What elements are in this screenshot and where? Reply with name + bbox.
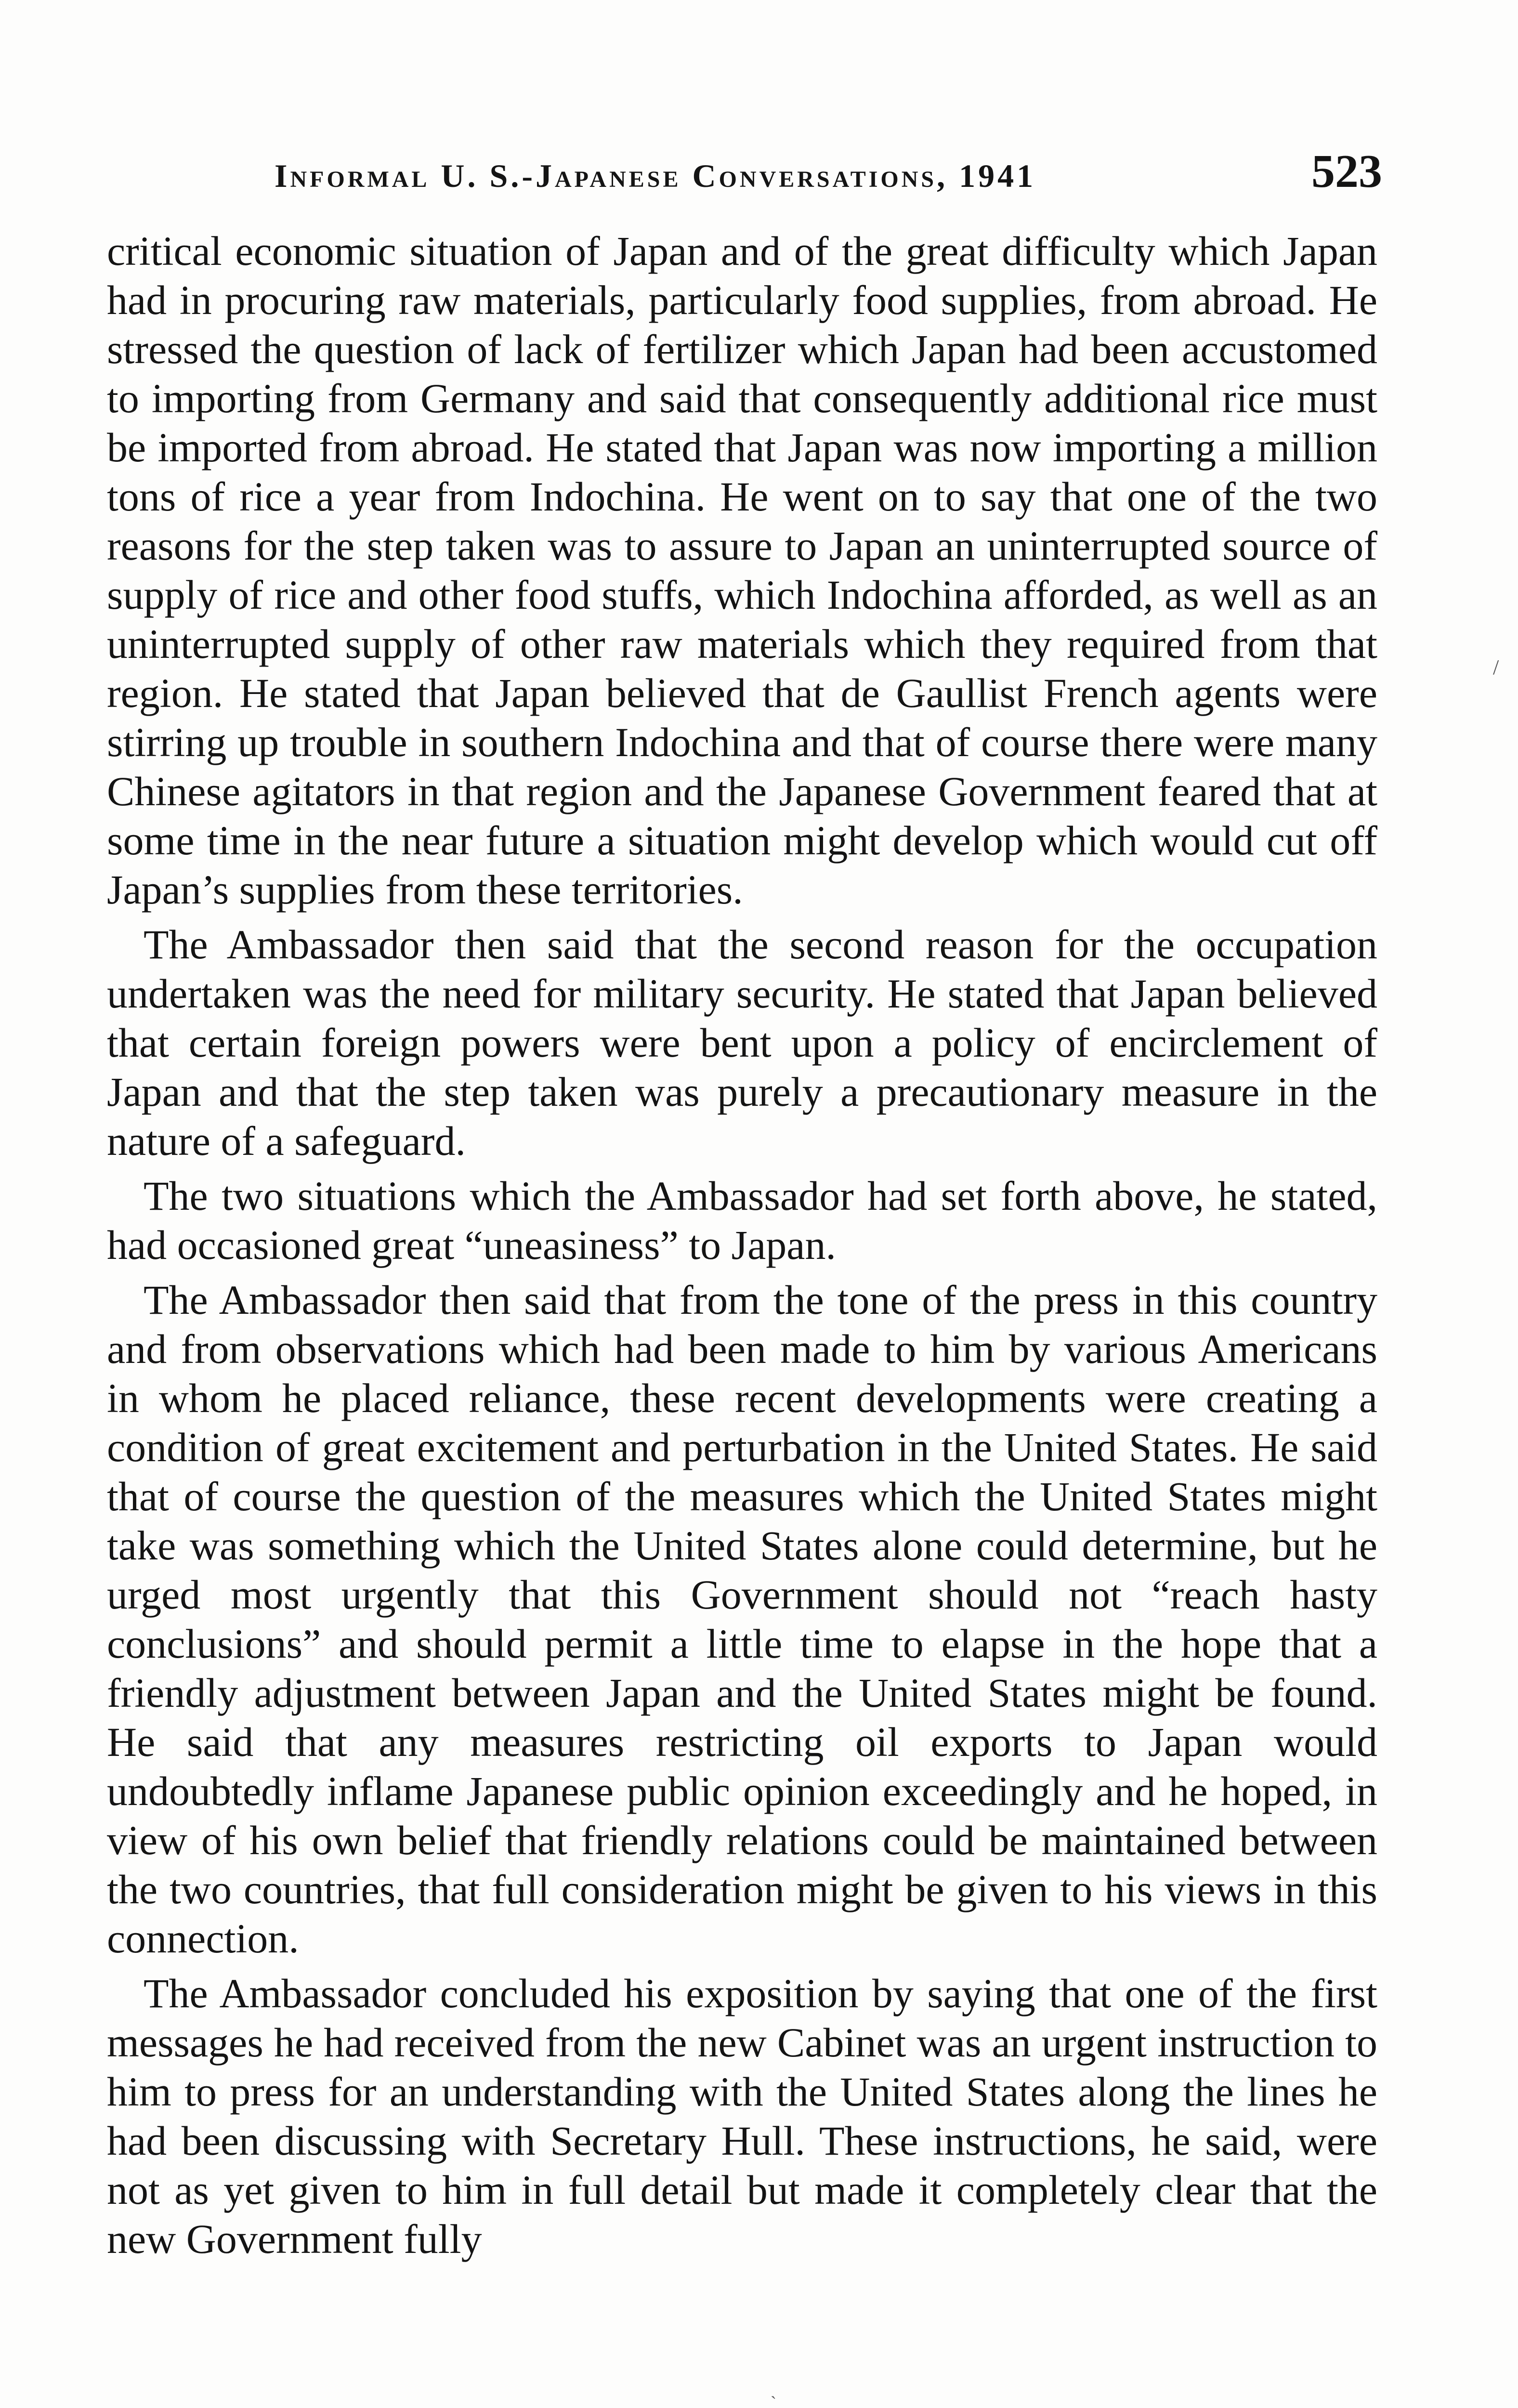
body-text <box>107 226 1377 2269</box>
running-header-title: Informal U. S.-Japanese Conversations, 1941 <box>275 157 1036 194</box>
paragraph-press-and-oil: The Ambassador then said that from the tone of the press in this country and from observations which had been made to him by various Americans in whom he placed reliance, these recent developments were creating a condition of great excitement and perturbation in the United States. He said that of course the question of the measures which the United States might take was something which the United States alone could determine, but he urged most urgently that this Government should not “reach hasty conclusions” and should permit a little time to elapse in the hope that a friendly adjustment between Japan and the United States might be found. He said that any measures restricting oil exports to Japan would undoubtedly inflame Japanese public opinion exceedingly and he hoped, in view of his own belief that friendly relations could be maintained between the two countries, that full consideration might be given to his views in this connection. <box>107 1277 1377 1962</box>
paragraph-new-cabinet: The Ambassador concluded his exposition by saying that one of the first messages he had received from the new Cabinet was an urgent instruction to him to press for an understanding with the United States along the lines he had been discussing with Secretary Hull. These instructions, he said, were not as yet given to him in full detail but made it completely clear that the new Government fully <box>107 1970 1377 2262</box>
scan-speck: ˎ <box>771 2380 776 2399</box>
margin-mark: / <box>1493 655 1499 679</box>
paragraph-second-reason: The Ambassador then said that the second reason for the occupation undertaken was the need for military security. He stated that Japan believed that certain foreign powers were bent upon a policy of encirclement of Japan and that the step taken was purely a precautionary measure in the nature of a safeguard. <box>107 921 1377 1164</box>
running-header <box>275 144 1382 207</box>
paragraph-continued: critical economic situation of Japan and of the great difficulty which Japan had in procuring raw materials, particularly food supplies, from abroad. He stressed the question of lack of fertilizer which Japan had been accustomed to importing from Germany and said that consequently additional rice must be imported from abroad. He stated that Japan was now importing a million tons of rice a year from Indochina. He went on to say that one of the two reasons for the step taken was to assure to Japan an uninterrupted source of supply of rice and other food stuffs, which Indochina afforded, as well as an uninterrupted supply of other raw materials which they required from that region. He stated that Japan believed that de Gaullist French agents were stirring up trouble in southern Indochina and that of course there were many Chinese agitators in that region and the Japanese Government feared that at some time in the near future a situation might develop which would cut off Japan’s supplies from these territories. <box>107 228 1377 913</box>
paragraph-uneasiness: The two situations which the Ambassador had set forth above, he stated, had occasioned great “uneasiness” to Japan. <box>107 1173 1377 1268</box>
page-number: 523 <box>1311 145 1382 197</box>
